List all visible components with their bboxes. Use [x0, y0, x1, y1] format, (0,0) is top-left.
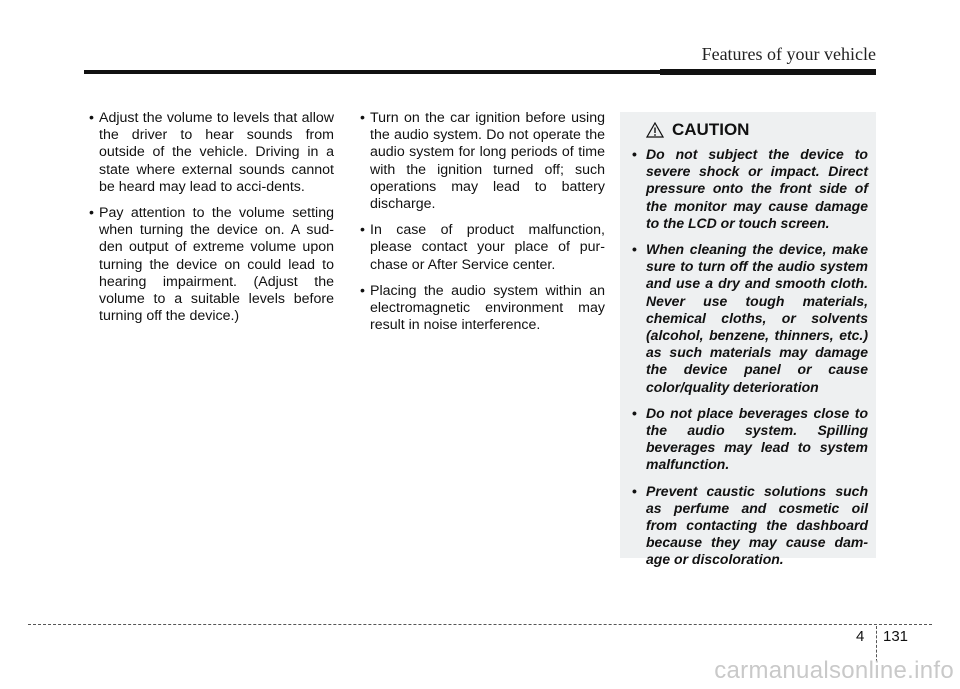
caution-item: • When cleaning the device, make sure to turn off the audio system and use a dry and smooth cloth. Never use tough materials, chemical cloths, or solvents (alcohol, benzene, thinners, etc.) as such materials may damage the device panel or cause color/quality deterioration — [632, 241, 868, 395]
text-column-left — [84, 110, 334, 334]
warning-triangle-icon — [646, 122, 664, 138]
list-item: • Placing the audio system within an electromagnetic environment may result in noise interference. — [360, 282, 605, 334]
list-item: • Turn on the car ignition before using the audio system. Do not operate the audio system for long periods of time with the ignition turned off; such operations may lead to battery discharge. — [360, 110, 605, 213]
caution-box — [620, 112, 876, 568]
list-item: • Adjust the volume to levels that allow the driver to hear sounds from outside of the vehicle. Driving in a state where external sounds cannot be heard may lead to acci-dents. — [89, 110, 334, 195]
caution-item: • Do not subject the device to severe shock or impact. Direct pressure onto the front side of the monitor may cause damage to the LCD or touch screen. — [632, 146, 868, 231]
caution-header — [632, 120, 868, 140]
watermark: carmanualsonline.info — [714, 657, 954, 684]
list-item: • In case of product malfunction, please contact your place of pur-chase or After Service center. — [360, 222, 605, 273]
chapter-number: 4 — [856, 628, 865, 645]
section-title: Features of your vehicle — [701, 44, 876, 64]
text-column-middle — [355, 110, 605, 343]
caution-item: • Do not place beverages close to the audio system. Spilling beverages may lead to system malfunction. — [632, 404, 868, 473]
list-item: • Pay attention to the volume setting when turning the device on. A sud-den output of extreme volume upon turning the device on could lead to hearing impairment. (Adjust the volume to a suitable levels before turning off the device.) — [89, 205, 334, 325]
header-rule-accent — [660, 69, 876, 75]
caution-title: CAUTION — [672, 120, 750, 139]
page-number: 131 — [883, 628, 909, 645]
caution-item: • Prevent caustic solutions such as perfume and cosmetic oil from contacting the dashboard because they may cause dam-age or discoloration. — [632, 482, 868, 568]
footer-rule — [28, 624, 932, 625]
